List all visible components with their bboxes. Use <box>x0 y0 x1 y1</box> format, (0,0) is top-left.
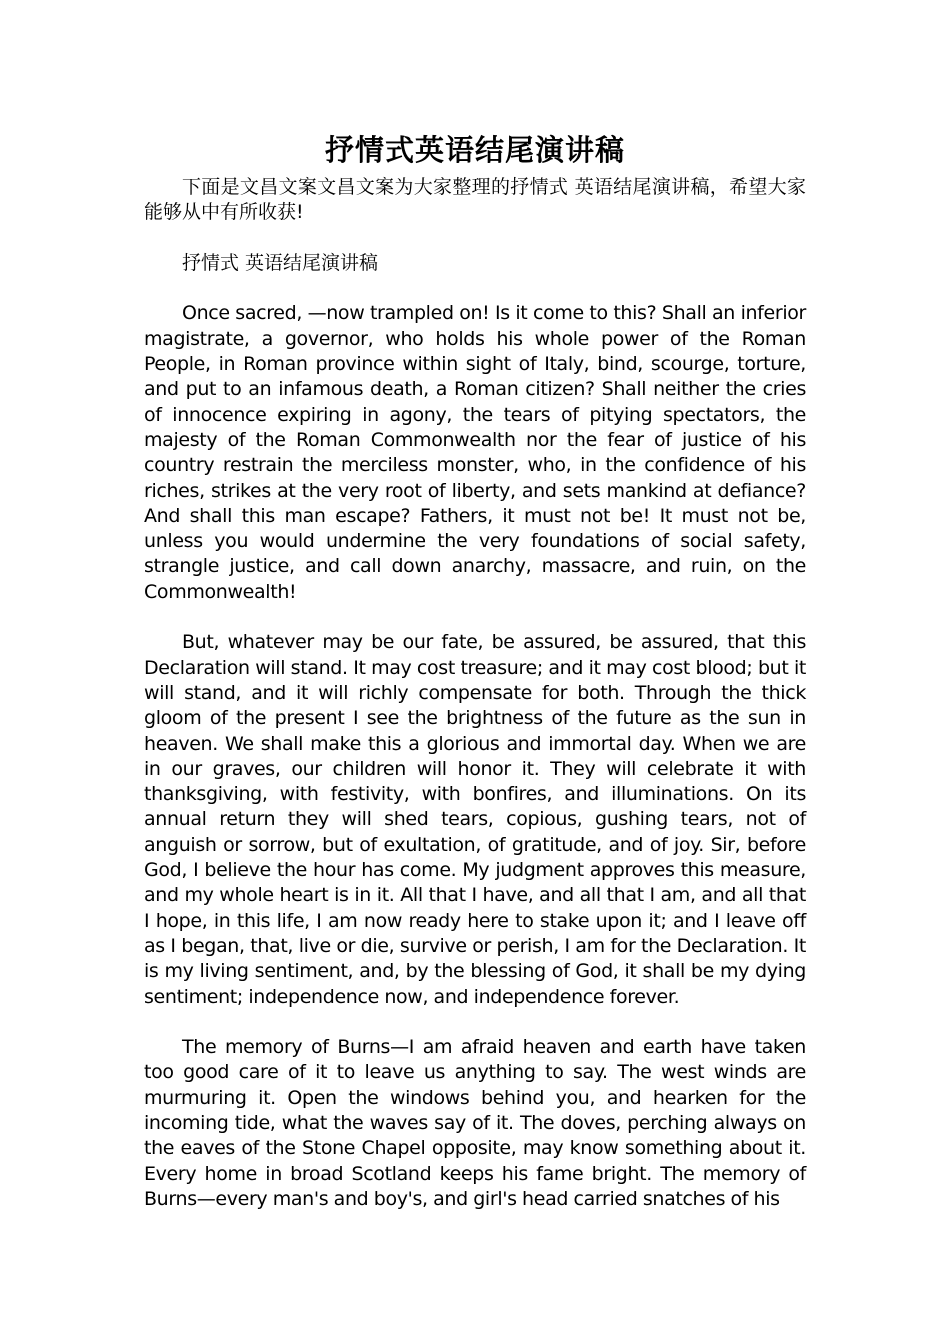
paragraph-spacer <box>144 1010 806 1035</box>
speech-paragraph-2: But, whatever may be our fate, be assured, be assured, that this Declaration will stand. It may cost treasure; and it may cost blood; but it will stand, and it will richly compensate for both. Through the thick gloom of the present I see the brightness of the future as the sun in heaven. We shall make this a glorious and immortal day. When we are in our graves, our children will honor it. They will celebrate it with thanksgiving, with festivity, with bonfires, and illuminations. On its annual return they will shed tears, copious, gushing tears, not of anguish or sorrow, but of exultation, of gratitude, and of joy. Sir, before God, I believe the hour has come. My judgment approves this measure, and my whole heart is in it. All that I have, and all that I am, and all that I hope, in this life, I am now ready here to stake upon it; and I leave off as I began, that, live or die, survive or perish, I am for the Declaration. It is my living sentiment, and, by the blessing of God, it shall be my dying sentiment; independence now, and independence forever. <box>144 631 806 1008</box>
speech-paragraph-1: Once sacred, —now trampled on! Is it come to this? Shall an inferior magistrate, a governor, who holds his whole power of the Roman People, in Roman province within sight of Italy, bind, scourge, torture, and put to an infamous death, a Roman citizen? Shall neither the cries of innocence expiring in agony, the tears of pitying spectators, the majesty of the Roman Commonwealth nor the fear of justice of his country restrain the merciless monster, who, in the confidence of his riches, strikes at the very root of liberty, and sets mankind at defiance? And shall this man escape? Fathers, it must not be! It must not be, unless you would undermine the very foundations of social safety, strangle justice, and call down anarchy, massacre, and ruin, on the Commonwealth! <box>144 302 806 603</box>
paragraph-spacer <box>144 226 806 251</box>
intro-paragraph: 下面是文昌文案文昌文案为大家整理的抒情式 英语结尾演讲稿，希望大家能够从中有所收获! <box>144 176 806 224</box>
speech-paragraph-3: The memory of Burns—I am afraid heaven and earth have taken too good care of it to leave us anything to say. The west winds are murmuring it. Open the windows behind you, and hearken for the incoming tide, what the waves say of it. The doves, perching always on the eaves of the Stone Chapel opposite, may know something about it. Every home in broad Scotland keeps his fame bright. The memory of Burns—every man's and boy's, and girl's head carried snatches of his <box>144 1036 806 1210</box>
document-title: 抒情式英语结尾演讲稿 <box>324 133 625 167</box>
paragraph-spacer <box>144 276 806 301</box>
document-body <box>144 128 806 1212</box>
paragraph-spacer <box>144 605 806 630</box>
section-subheading: 抒情式 英语结尾演讲稿 <box>182 251 379 274</box>
